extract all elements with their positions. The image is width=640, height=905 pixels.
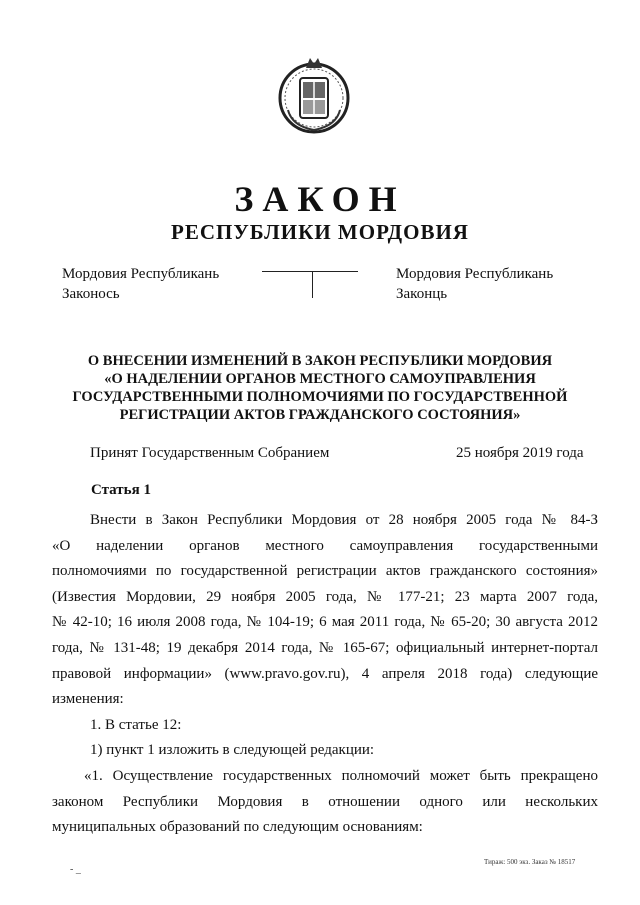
document-title: ЗАКОН [234, 179, 406, 219]
body-line: правовой информации» (www.pravo.gov.ru), 4 апреля 2018 года) следующие [52, 665, 598, 682]
body-line: (Известия Мордовии, 29 ноября 2005 года, № 177-21; 23 марта 2007 года, [52, 588, 598, 605]
body-line: 1. В статье 12: [90, 716, 182, 733]
moksha-title-left [62, 264, 219, 304]
erzya-title-right [396, 264, 553, 304]
header-divider-horizontal [262, 271, 358, 272]
erzya-right-line1: Мордовия Республикань [396, 266, 554, 282]
print-info: Тираж: 500 экз. Заказ № 18517 [484, 858, 576, 866]
header-divider-vertical [312, 271, 313, 298]
adopted-by: Принят Государственным Собранием [90, 445, 330, 461]
scan-marks: - _ [70, 864, 81, 875]
moksha-left-line1: Мордовия Республикань [62, 266, 220, 282]
law-name-line3: ГОСУДАРСТВЕННЫМИ ПОЛНОМОЧИЯМИ ПО ГОСУДАРСТВЕННОЙ [72, 389, 568, 405]
body-line: Внести в Закон Республики Мордовия от 28 ноября 2005 года № 84-З [90, 512, 598, 528]
law-name-line1: О ВНЕСЕНИИ ИЗМЕНЕНИЙ В ЗАКОН РЕСПУБЛИКИ МОРДОВИЯ [87, 353, 553, 369]
body-line: 1) пункт 1 изложить в следующей редакции: [90, 742, 375, 759]
article-body [52, 508, 598, 841]
law-name-line4: РЕГИСТРАЦИИ АКТОВ ГРАЖДАНСКОГО СОСТОЯНИЯ» [119, 407, 521, 423]
article-heading: Статья 1 [91, 482, 151, 498]
body-line: «О наделении органов местного самоуправления государственными [52, 537, 598, 554]
body-line: муниципальных образований по следующим основаниям: [52, 819, 423, 836]
erzya-right-line2: Законць [396, 286, 448, 302]
law-name-line2: «О НАДЕЛЕНИИ ОРГАНОВ МЕСТНОГО САМОУПРАВЛЕНИЯ [104, 371, 536, 387]
body-line: года, № 131-48; 19 декабря 2014 года, № 165-67; официальный интернет-портал [52, 639, 598, 656]
body-line: изменения: [52, 691, 124, 708]
body-line: «1. Осуществление государственных полномочий может быть прекращено [84, 767, 598, 784]
body-line: полномочиями по государственной регистрации актов гражданского состояния» [52, 563, 598, 580]
coat-of-arms-emblem [272, 54, 356, 138]
body-line: № 42-10; 16 июля 2008 года, № 104-19; 6 мая 2011 года, № 65-20; 30 августа 2012 [52, 614, 598, 631]
moksha-left-line2: Законось [62, 286, 120, 302]
law-name [70, 352, 570, 424]
body-line: законом Республики Мордовия в отношении одного или нескольких [52, 793, 598, 810]
document-subtitle: РЕСПУБЛИКИ МОРДОВИЯ [171, 220, 469, 244]
adoption-date: 25 ноября 2019 года [456, 445, 584, 461]
